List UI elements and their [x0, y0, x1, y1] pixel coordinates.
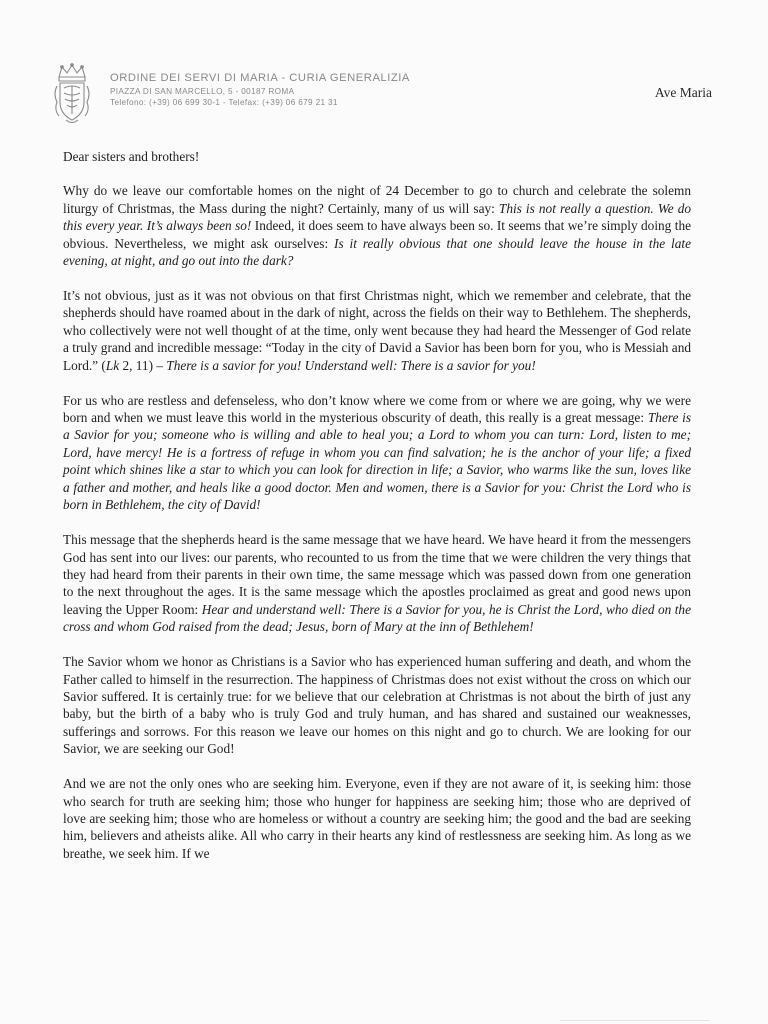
- organization-block: [110, 73, 410, 111]
- text-run: This message that the shepherds heard is the same message that we have heard. We have heard it from the messengers God has sent into our lives: our parents, who recounted to us from the time that we were children the very things that they had heard from their parents in their own time, the same message which was passed down from one generation to the next throughout the ages. It is the same message which the apostles proclaimed as great and good news upon leaving the Upper Room:: [63, 532, 691, 617]
- text-run: And we are not the only ones who are seeking him. Everyone, even if they are not aware of it, is seeking him: those who search for truth are seeking him; those who hunger for happiness are seeking him; those who are deprived of love are seeking him; those who are homeless or without a country are seeking him; the good and the bad are seeking him, believers and atheists alike. All who carry in their hearts any kind of restlessness are seeking him. As long as we breathe, we seek him. If we: [63, 776, 691, 861]
- letter-paragraph: [63, 531, 691, 635]
- organization-name: ORDINE DEI SERVI DI MARIA - CURIA GENERALIZIA: [110, 72, 410, 84]
- text-run: It’s not obvious, just as it was not obvious on that first Christmas night, which we remember and celebrate, that the shepherds should have roamed about in the dark of night, across the fields on their way to Bethlehem. The shepherds, who collectively were not well thought of at the time, only went because they had heard the Messenger of God relate a truly grand and incredible message: “Today in the city of David a Savior has been born for you, who is Messiah and Lord.” (: [63, 288, 691, 373]
- italic-text-run: There is a savior for you! Understand well: There is a savior for you!: [166, 357, 536, 373]
- italic-text-run: Is it really obvious that one should leave the house in the late evening, at night, and go out into the dark?: [63, 235, 691, 269]
- italic-text-run: Hear and understand well: There is a Savior for you, he is Christ the Lord, who died on the cross and whom God raised from the dead; Jesus, born of Mary at the inn of Bethlehem!: [63, 601, 691, 635]
- letterhead: [52, 62, 712, 126]
- text-run: The Savior whom we honor as Christians is a Savior who has experienced human suffering and death, and whom the Father called to himself in the resurrection. The happiness of Christmas does not exist without the cross on which our Savior suffered. It is certainly true: for we believe that our celebration at Christmas is not about the birth of just any baby, but the birth of a baby who is truly God and truly human, and has shared and sustained our weaknesses, sufferings and sorrows. For this reason we leave our homes on this night and go to church. We are looking for our Savior, we are seeking our God!: [63, 654, 691, 757]
- letter-greeting: Dear sisters and brothers!: [63, 149, 200, 164]
- religious-crest-icon: [52, 62, 92, 126]
- letter-paragraph: [63, 775, 691, 862]
- italic-text-run: Lk: [105, 357, 120, 373]
- letter-body: [63, 148, 691, 862]
- italic-text-run: This is not really a question. We do this every year. It’s always been so!: [63, 200, 691, 234]
- letter-paragraphs: [63, 182, 691, 862]
- organization-address: PIAZZA DI SAN MARCELLO, 5 - 00187 ROMA: [110, 87, 295, 97]
- letter-paragraph: [63, 392, 691, 514]
- text-run: 2, 11) –: [119, 357, 167, 373]
- text-run: Indeed, it does seem to have always been so. It seems that we’re simply doing the obvious. Nevertheless, we might ask ourselves:: [63, 218, 691, 251]
- letter-paragraph: [63, 287, 691, 374]
- ave-maria-salutation: Ave Maria: [654, 85, 712, 100]
- italic-text-run: There is a Savior for you; someone who is willing and able to heal you; a Lord to whom you can turn: Lord, listen to me; Lord, have mercy! He is a fortress of refuge in whom you can find salvation; he is the anchor of your life; a fixed point which shines like a star to which you can look for direction in life; a Savior, who warms like the sun, loves like a father and mother, and heals like a good doctor. Men and women, there is a Savior for you: Christ the Lord who is born in Bethlehem, the city of David!: [63, 410, 691, 513]
- page-edge-rule: [560, 1020, 710, 1021]
- letter-paragraph: [63, 653, 691, 757]
- text-run: For us who are restless and defenseless, who don’t know where we come from or where we are going, why we were born and when we must leave this world in the mysterious obscurity of death, this really is a great message:: [63, 392, 691, 426]
- organization-phone-fax: Telefono: (+39) 06 699 30-1 - Telefax: (+39) 06 679 21 31: [110, 98, 338, 108]
- letter-paragraph: [63, 182, 691, 269]
- text-run: Why do we leave our comfortable homes on the night of 24 December to go to church and celebrate the solemn liturgy of Christmas, the Mass during the night? Certainly, many of us will say:: [63, 183, 691, 216]
